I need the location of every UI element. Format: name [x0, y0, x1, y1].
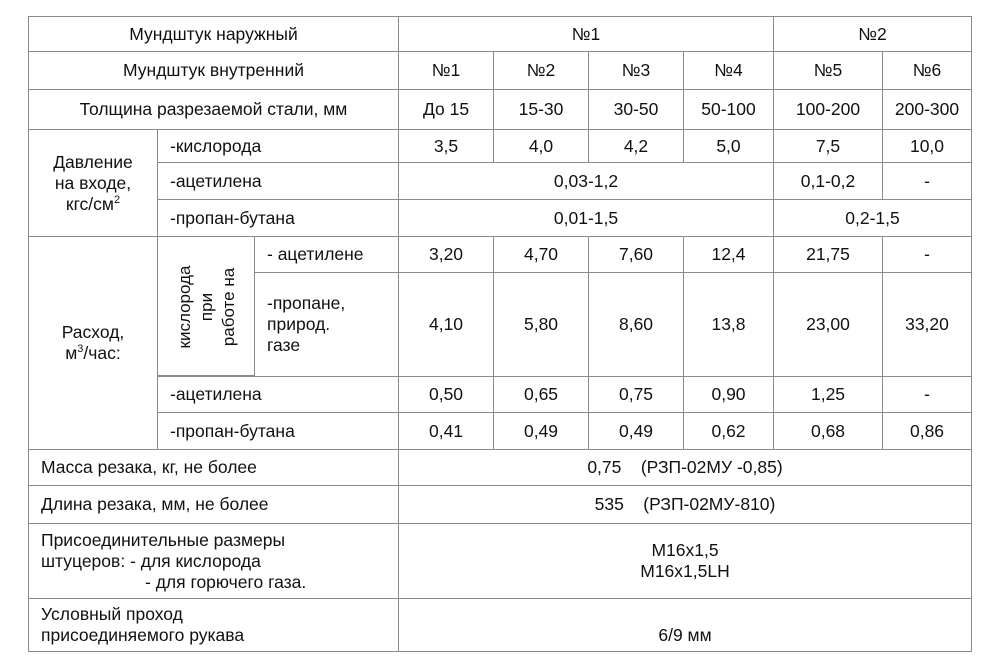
- fittings-label-line2: штуцеров: - для кислорода: [41, 550, 261, 571]
- flow-ox-acetylene-2: 4,70: [493, 236, 589, 273]
- flow-acetylene-1: 0,50: [398, 376, 494, 413]
- thickness-4: 50-100: [683, 89, 774, 130]
- inner-col-5: №5: [773, 51, 883, 90]
- flow-ox-propane-6: 33,20: [882, 272, 972, 377]
- flow-ox-propane-3: 8,60: [588, 272, 684, 377]
- pressure-propane-label: -пропан-бутана: [157, 199, 399, 237]
- flow-propane-2: 0,49: [493, 412, 589, 450]
- flow-label-line2: [65, 343, 120, 364]
- hose-label: [28, 598, 399, 652]
- length-value: 535 (РЗП-02МУ-810): [398, 485, 972, 524]
- inner-col-2: №2: [493, 51, 589, 90]
- fittings-value-line2: М16х1,5LH: [640, 561, 730, 581]
- flow-acetylene-3: 0,75: [588, 376, 684, 413]
- flow-ox-propane-line3: газе: [267, 335, 301, 355]
- flow-unit-m: м: [65, 343, 78, 363]
- pressure-propane-no2: 0,2-1,5: [773, 199, 972, 237]
- flow-propane-4: 0,62: [683, 412, 774, 450]
- flow-propane-5: 0,68: [773, 412, 883, 450]
- pressure-propane-no1: 0,01-1,5: [398, 199, 774, 237]
- flow-group-label: [28, 236, 158, 450]
- flow-propane-1: 0,41: [398, 412, 494, 450]
- pressure-group-label: [28, 129, 158, 237]
- pressure-oxygen-2: 4,0: [493, 129, 589, 163]
- pressure-acetylene-no1: 0,03-1,2: [398, 162, 774, 200]
- flow-acetylene-5: 1,25: [773, 376, 883, 413]
- outer-nozzle-label: Мундштук наружный: [28, 16, 399, 52]
- flow-unit-sup: 3: [77, 343, 84, 356]
- oxygen-vert-line2: при: [197, 292, 216, 322]
- pressure-oxygen-1: 3,5: [398, 129, 494, 163]
- fittings-value: [398, 523, 972, 599]
- fittings-label: [28, 523, 399, 599]
- flow-ox-acetylene-label: - ацетилене: [254, 236, 399, 273]
- flow-ox-acetylene-4: 12,4: [683, 236, 774, 273]
- oxygen-vert-line3: работе на: [219, 267, 238, 347]
- flow-ox-propane-label: [254, 272, 399, 377]
- oxygen-working-on-label: [157, 236, 255, 376]
- pressure-oxygen-label: -кислорода: [157, 129, 399, 163]
- flow-label-line1: Расход,: [61, 322, 125, 342]
- flow-ox-propane-1: 4,10: [398, 272, 494, 377]
- mass-label: Масса резака, кг, не более: [28, 449, 399, 486]
- flow-propane-6: 0,86: [882, 412, 972, 450]
- thickness-3: 30-50: [588, 89, 684, 130]
- thickness-label: Толщина разрезаемой стали, мм: [28, 89, 399, 130]
- flow-ox-propane-line2: природ.: [267, 314, 331, 334]
- pressure-oxygen-6: 10,0: [882, 129, 972, 163]
- pressure-acetylene-no5: 0,1-0,2: [773, 162, 883, 200]
- flow-propane-label: -пропан-бутана: [157, 412, 399, 450]
- thickness-6: 200-300: [882, 89, 972, 130]
- inner-col-6: №6: [882, 51, 972, 90]
- inner-col-4: №4: [683, 51, 774, 90]
- flow-ox-acetylene-3: 7,60: [588, 236, 684, 273]
- fittings-label-line1: Присоединительные размеры: [41, 529, 286, 550]
- flow-acetylene-4: 0,90: [683, 376, 774, 413]
- pressure-label-line3: [66, 194, 120, 215]
- inner-col-3: №3: [588, 51, 684, 90]
- outer-group-1: №1: [398, 16, 774, 52]
- flow-ox-acetylene-5: 21,75: [773, 236, 883, 273]
- flow-acetylene-label: -ацетилена: [157, 376, 399, 413]
- flow-acetylene-6: -: [882, 376, 972, 413]
- pressure-oxygen-4: 5,0: [683, 129, 774, 163]
- thickness-2: 15-30: [493, 89, 589, 130]
- mass-value: 0,75 (РЗП-02МУ -0,85): [398, 449, 972, 486]
- pressure-label-line1: Давление: [53, 151, 133, 172]
- pressure-label-line2: на входе,: [54, 172, 132, 193]
- thickness-1: До 15: [398, 89, 494, 130]
- hose-value: 6/9 мм: [398, 598, 972, 652]
- inner-nozzle-label: Мундштук внутренний: [28, 51, 399, 90]
- flow-ox-acetylene-6: -: [882, 236, 972, 273]
- pressure-acetylene-no6: -: [882, 162, 972, 200]
- flow-ox-acetylene-1: 3,20: [398, 236, 494, 273]
- flow-ox-propane-5: 23,00: [773, 272, 883, 377]
- flow-ox-propane-line1: -пропане,: [267, 293, 346, 313]
- oxygen-vertical-text: [158, 237, 256, 377]
- length-label: Длина резака, мм, не более: [28, 485, 399, 524]
- oxygen-vert-line1: кислорода: [175, 265, 194, 349]
- pressure-acetylene-label: -ацетилена: [157, 162, 399, 200]
- flow-acetylene-2: 0,65: [493, 376, 589, 413]
- fittings-value-line1: М16х1,5: [651, 540, 719, 560]
- pressure-unit: кгс/см: [65, 193, 114, 214]
- inner-col-1: №1: [398, 51, 494, 90]
- pressure-unit-sup: 2: [113, 193, 121, 206]
- outer-group-2: №2: [773, 16, 972, 52]
- hose-label-line1: Условный проход: [41, 604, 183, 624]
- fittings-label-line3: - для горючего газа.: [145, 571, 307, 592]
- flow-propane-3: 0,49: [588, 412, 684, 450]
- flow-ox-propane-2: 5,80: [493, 272, 589, 377]
- pressure-oxygen-3: 4,2: [588, 129, 684, 163]
- flow-unit-hour: /час:: [83, 343, 121, 363]
- hose-label-line2: присоединяемого рукава: [41, 625, 245, 645]
- pressure-oxygen-5: 7,5: [773, 129, 883, 163]
- flow-ox-propane-4: 13,8: [683, 272, 774, 377]
- thickness-5: 100-200: [773, 89, 883, 130]
